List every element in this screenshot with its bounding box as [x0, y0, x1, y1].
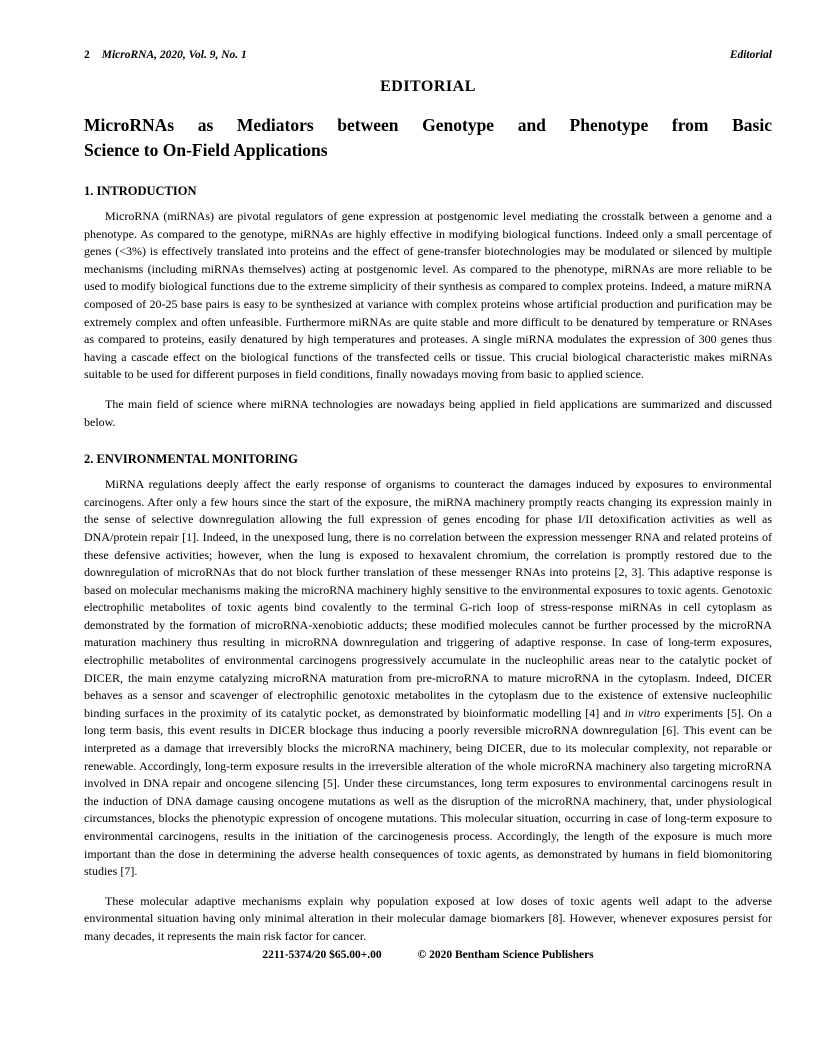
page-number: 2 — [84, 49, 90, 61]
paragraph-env-1-pre: MiRNA regulations deeply affect the early response of organisms to counteract the damages induced by exposures to environmental carcinogens. After only a few hours since the start of the exposure, the miRNA machinery promptly reacts changing its expression mainly in the sense of selective downregulation allowing the full expression of genes encoding for phase I/II detoxification activities as well as DNA/protein repair [1]. Indeed, in the unexposed lung, there is no correlation between the expression messenger RNA and related proteins of these defensive activities; however, when the lung is exposed to hexavalent chromium, the correlation is promptly restored due to the downregulation of microRNAs that do not block further translation of these messenger RNAs into proteins [2, 3]. This adaptive response is based on molecular mechanisms making the microRNA machinery highly sensitive to the environmental exposures to toxic agents. Genotoxic electrophilic metabolites of toxic agents bind covalently to the terminal G-rich loop of stress-response miRNAs in cell cytoplasm as demonstrated by the formation of microRNA-xenobiotic adducts; these modified molecules cannot be further processed by the microRNA maturation machinery thus resulting in microRNA downregulation and triggering of adaptive response. In case of long-term exposures, electrophilic metabolites of environmental carcinogens progressively accumulate in the nucleophilic areas near to the catalytic pocket of DICER, the main enzyme catalyzing microRNA maturation from pre-microRNA to mature microRNA in the cytoplasm. Indeed, DICER behaves as a sensor and scavenger of electrophilic genotoxic metabolites in the cytoplasm due to the existence of extensive nucleophilic binding surfaces in the proximity of its catalytic pocket, as demonstrated by bioinformatic modelling [4] and — [84, 477, 772, 720]
journal-reference-group — [84, 48, 247, 62]
article-title-line2: Science to On-Field Applications — [84, 140, 328, 160]
paragraph-intro-2: The main field of science where miRNA technologies are nowadays being applied in field applications are summarized and discussed below. — [84, 396, 772, 429]
copyright-notice: © 2020 Bentham Science Publishers — [417, 949, 594, 961]
section-heading-introduction: 1. INTRODUCTION — [84, 184, 197, 198]
page-content — [84, 48, 772, 946]
section-heading-environmental-monitoring: 2. ENVIRONMENTAL MONITORING — [84, 452, 298, 467]
article-title-line1: MicroRNAs as Mediators between Genotype and Phenotype from Basic — [84, 115, 772, 135]
article-title — [84, 113, 772, 163]
running-title: Editorial — [729, 49, 772, 61]
paragraph-env-2: These molecular adaptive mechanisms explain why population exposed at low doses of toxic agents well adapt to the adverse environmental situation having only minimal alteration in their molecular damage biomarkers [8]. However, whenever exposures persist for many decades, it represents the main risk factor for cancer. — [84, 893, 772, 943]
paragraph-env-1-italic: in vitro — [624, 705, 661, 720]
issn-price: 2211-5374/20 $65.00+.00 — [262, 949, 382, 961]
paragraph-env-1 — [84, 476, 772, 881]
page-footer — [84, 948, 772, 962]
editorial-kicker: EDITORIAL — [380, 78, 476, 95]
paragraph-env-1-post: experiments [5]. On a long term basis, this event results in DICER blockage thus inducing a poorly reversible microRNA downregulation [6]. This event can be interpreted as a damage that irreversibly blocks the microRNA machinery, being DICER, due to its molecular complexity, not reparable or renewable. Accordingly, long-term exposure results in the irreversible alteration of the whole microRNA machinery also targeting microRNA involved in DNA repair and oncogene silencing [5]. Under these circumstances, long term exposures to environmental carcinogens result in the induction of DNA damage causing oncogene mutations as well as the disruption of the microRNA machinery, that, under physiological circumstances, blocks the phenotypic expression of oncogene mutations. This molecular situation, occurring in case of long-term exposure to environmental carcinogens, results in the initiation of the carcinogenesis process. Accordingly, the length of the exposure is much more important than the dose in determining the adverse health consequences of toxic agents, as demonstrated by humans in field biomonitoring studies [7]. — [84, 705, 772, 879]
paragraph-intro-1: MicroRNA (miRNAs) are pivotal regulators of gene expression at postgenomic level mediating the crosstalk between a genome and a phenotype. As compared to the genotype, miRNAs are highly effective in modifying biological functions. Indeed only a small percentage of genes (<3%) is effectively translated into proteins and the effect of gene-transfer biotechnologies may be modulated or silenced by multiple mechanisms (including miRNAs themselves) acting at postgenomic level. As compared to the phenotype, miRNAs are more reliable to be used to modify biological functions due to the extreme simplicity of their synthesis as compared to complex proteins. Indeed, a mature miRNA composed of 20-25 base pairs is easy to be synthesized at variance with complex proteins whose artificial production and purification may be extremely complex and often unfeasible. Furthermore miRNAs are quite stable and more difficult to be denatured by temperature or RNAses as compared to proteins, easily denatured by high temperatures and proteases. A single miRNA modulates the expression of 300 genes thus having a cascade effect on the biological functions of the transfected cells or tissue. This crucial biological characteristic makes miRNAs suitable to be used for different purposes in field conditions, finally nowadays moving from basic to applied science. — [84, 209, 772, 382]
running-header — [84, 48, 772, 62]
journal-reference: MicroRNA, 2020, Vol. 9, No. 1 — [101, 49, 247, 61]
